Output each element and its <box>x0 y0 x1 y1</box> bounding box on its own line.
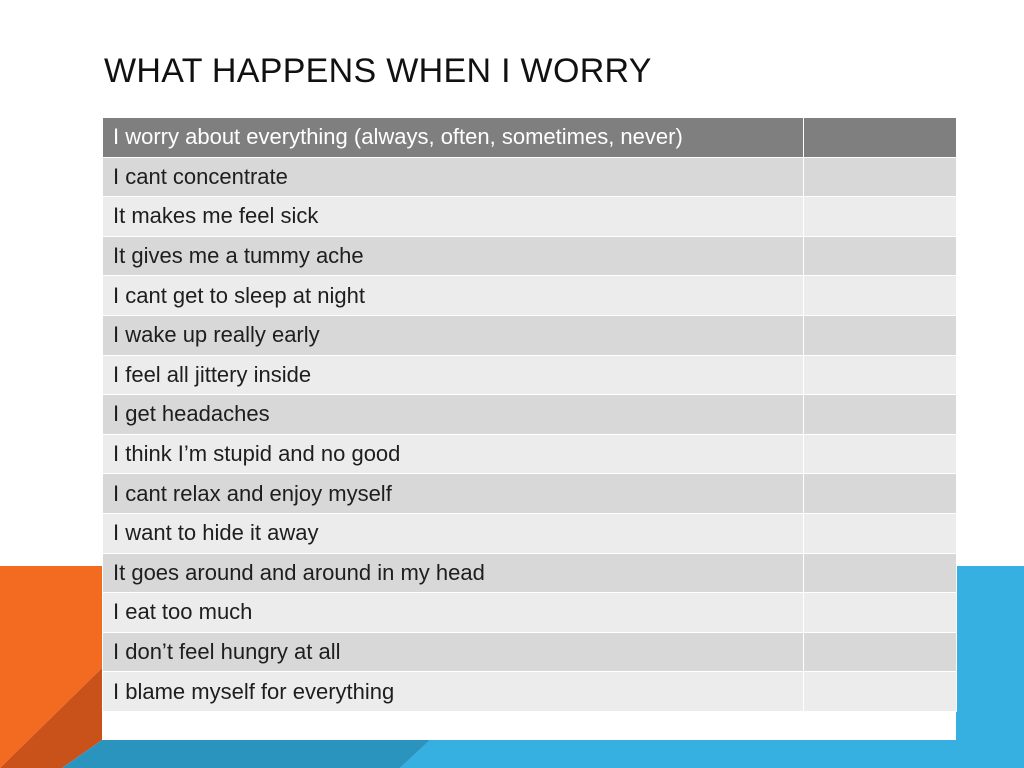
table-row <box>103 315 957 355</box>
statement-cell: I blame myself for everything <box>103 672 804 712</box>
table-row <box>103 434 957 474</box>
response-cell <box>804 593 957 633</box>
response-cell <box>804 632 957 672</box>
worry-table <box>102 117 956 712</box>
statement-cell: I cant get to sleep at night <box>103 276 804 316</box>
statement-cell: I wake up really early <box>103 315 804 355</box>
response-cell <box>804 315 957 355</box>
response-cell <box>804 434 957 474</box>
table-row <box>103 474 957 514</box>
table-header-row <box>103 118 957 158</box>
response-cell <box>804 553 957 593</box>
statement-cell: I get headaches <box>103 395 804 435</box>
table-row <box>103 513 957 553</box>
table-row <box>103 593 957 633</box>
table-row <box>103 395 957 435</box>
response-cell <box>804 276 957 316</box>
table-header-empty-cell <box>804 118 957 158</box>
response-cell <box>804 355 957 395</box>
blue-shadow-shape <box>62 740 430 768</box>
statement-cell: I feel all jittery inside <box>103 355 804 395</box>
table-header-cell: I worry about everything (always, often, sometimes, never) <box>103 118 804 158</box>
statement-cell: I eat too much <box>103 593 804 633</box>
response-cell <box>804 672 957 712</box>
response-cell <box>804 157 957 197</box>
table-row <box>103 672 957 712</box>
table-row <box>103 197 957 237</box>
statement-cell: It gives me a tummy ache <box>103 236 804 276</box>
statement-cell: I want to hide it away <box>103 513 804 553</box>
statement-cell: It makes me feel sick <box>103 197 804 237</box>
statement-cell: I don’t feel hungry at all <box>103 632 804 672</box>
statement-cell: It goes around and around in my head <box>103 553 804 593</box>
table-row <box>103 157 957 197</box>
table-row <box>103 236 957 276</box>
response-cell <box>804 513 957 553</box>
table-row <box>103 355 957 395</box>
table-row <box>103 276 957 316</box>
page-title: WHAT HAPPENS WHEN I WORRY <box>104 52 652 90</box>
statement-cell: I cant concentrate <box>103 157 804 197</box>
response-cell <box>804 236 957 276</box>
response-cell <box>804 395 957 435</box>
table-row <box>103 632 957 672</box>
table-row <box>103 553 957 593</box>
response-cell <box>804 474 957 514</box>
statement-cell: I think I’m stupid and no good <box>103 434 804 474</box>
response-cell <box>804 197 957 237</box>
statement-cell: I cant relax and enjoy myself <box>103 474 804 514</box>
